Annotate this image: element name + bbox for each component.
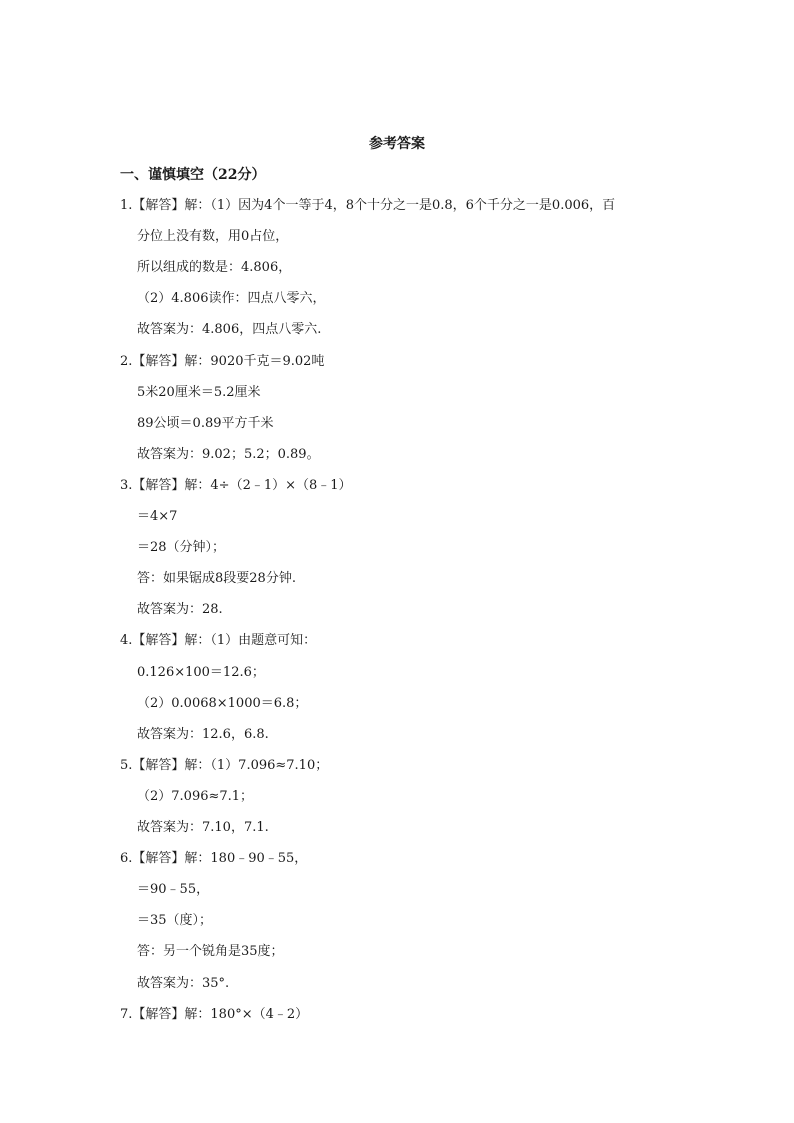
answer-item-line: 3.【解答】解：4÷（2﹣1）×（8﹣1） <box>120 477 352 493</box>
page-title: 参考答案 <box>369 136 425 152</box>
section-heading: 一、谨慎填空（22分） <box>120 167 266 183</box>
answer-detail-line: 故答案为：35°. <box>137 975 230 991</box>
answer-item-line: 4.【解答】解：（1）由题意可知： <box>120 633 317 649</box>
answer-detail-line: ＝90﹣55， <box>137 882 210 898</box>
answer-detail-line: ＝28（分钟）； <box>137 540 226 556</box>
answer-detail-line: 答：另一个锐角是35度； <box>137 944 284 960</box>
answer-detail-line: 故答案为：4.806，四点八零六. <box>137 322 322 338</box>
answer-detail-line: 0.126×100＝12.6； <box>137 664 265 680</box>
answer-detail-line: ＝4×7 <box>137 509 178 524</box>
answer-detail-line: 答：如果锯成8段要28分钟. <box>137 571 296 587</box>
answer-item-line: 7.【解答】解：180°×（4﹣2） <box>120 1006 309 1022</box>
answer-item-line: 1.【解答】解：（1）因为4个一等于4，8个十分之一是0.8，6个千分之一是0.006，百 <box>120 198 616 213</box>
answer-detail-line: 故答案为：28. <box>137 602 223 618</box>
answer-detail-line: （2）0.0068×1000＝6.8； <box>137 695 308 711</box>
answer-detail-line: 故答案为：7.10，7.1. <box>137 820 269 835</box>
answer-detail-line: 所以组成的数是：4.806， <box>137 260 292 276</box>
answer-detail-line: 故答案为：12.6，6.8. <box>137 726 269 742</box>
answer-detail-line: 89公顷＝0.89平方千米 <box>137 415 274 431</box>
answer-detail-line: 故答案为：9.02；5.2；0.89。 <box>137 446 320 462</box>
answer-item-line: 5.【解答】解：（1）7.096≈7.10； <box>120 757 329 773</box>
answer-item-line: 6.【解答】解：180﹣90﹣55， <box>120 851 308 867</box>
answer-detail-line: ＝35（度）； <box>137 913 213 929</box>
answer-detail-line: （2）4.806读作：四点八零六， <box>137 291 326 307</box>
answer-detail-line: （2）7.096≈7.1； <box>137 788 254 804</box>
answer-detail-line: 分位上没有数，用0占位， <box>137 229 289 245</box>
answer-item-line: 2.【解答】解：9020千克＝9.02吨 <box>120 353 325 369</box>
answer-detail-line: 5米20厘米＝5.2厘米 <box>137 384 261 400</box>
